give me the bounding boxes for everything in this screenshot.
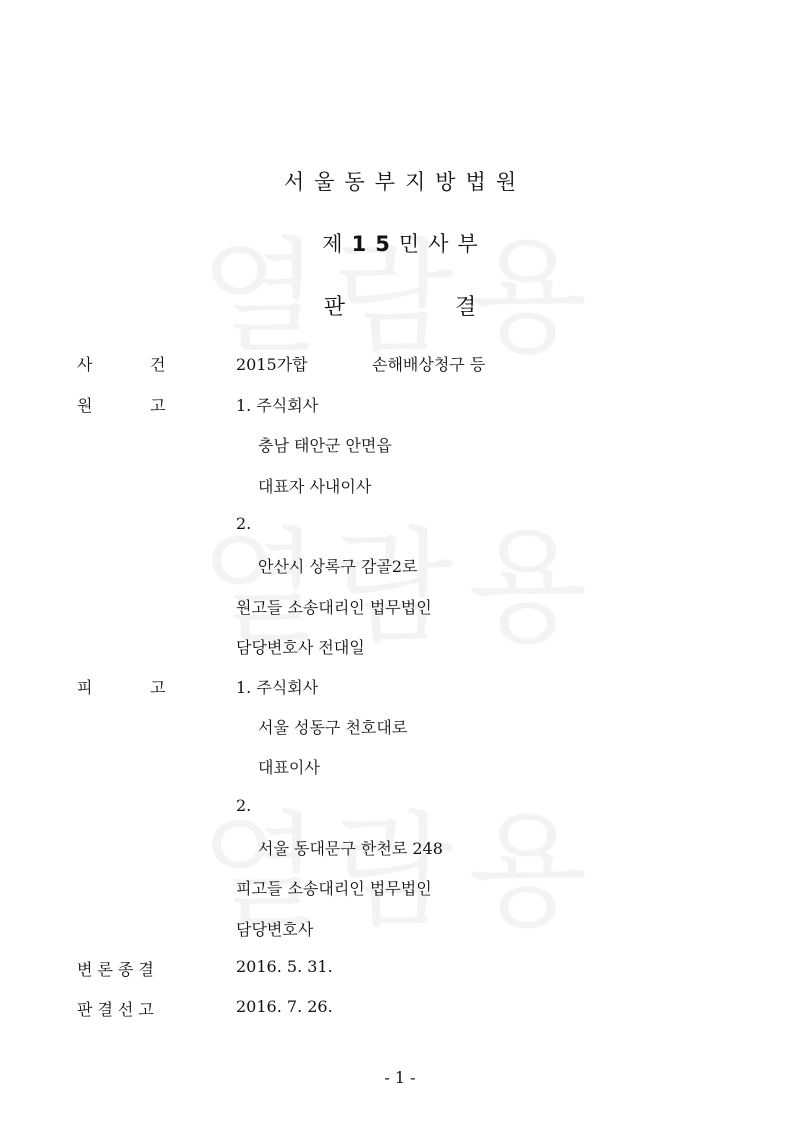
court-name: 서울동부지방법원 [283,170,527,194]
plaintiff-line: 원고들 소송대리인 법무법인 [236,598,432,617]
defendant-line: 대표이사 [258,758,320,777]
closing-date: 2016. 5. 31. [236,957,333,976]
plaintiff-row [0,514,800,544]
division-name [0,228,800,258]
plaintiff-row [0,474,800,504]
closing-label: 변론종결 [77,960,159,979]
defendant-row [0,675,800,705]
plaintiff-row [0,393,800,423]
plaintiff-line: 1. 주식회사 [236,396,319,415]
plaintiff-row [0,433,800,463]
plaintiff-row [0,554,800,584]
defendant-line: 2. [236,796,252,815]
case-number: 2015가합 [236,355,308,374]
plaintiff-line: 충남 태안군 안면읍 [258,436,392,455]
plaintiff-label-right: 고 [150,396,166,415]
defendant-line: 피고들 소송대리인 법무법인 [236,879,432,898]
plaintiff-label-left: 원 [77,396,93,415]
title-char-right: 결 [455,295,477,320]
defendant-row [0,715,800,745]
defendant-label-left: 피 [77,678,93,697]
defendant-line: 1. 주식회사 [236,678,319,697]
case-row [0,352,800,382]
defendant-row [0,836,800,866]
judgment-date: 2016. 7. 26. [236,997,333,1016]
plaintiff-line: 담당변호사 전대일 [236,638,365,657]
document-title [0,290,800,321]
plaintiff-line: 대표자 사내이사 [258,477,372,496]
defendant-line: 서울 동대문구 한천로 248 [258,839,443,858]
division-prefix: 제 [322,232,352,256]
defendant-row [0,917,800,947]
plaintiff-row [0,635,800,665]
defendant-label-right: 고 [150,678,166,697]
page-number: - 1 - [384,1068,416,1087]
judgment-row [0,997,800,1027]
watermark [200,198,601,376]
case-label-left: 사 [77,355,93,374]
closing-row [0,957,800,987]
plaintiff-line: 안산시 상록구 감골2로 [258,557,418,576]
plaintiff-line: 2. [236,514,252,533]
plaintiff-row [0,595,800,625]
division-number: 15 [351,232,399,256]
defendant-row [0,876,800,906]
case-label-right: 건 [150,355,166,374]
defendant-line: 담당변호사 [236,920,314,939]
title-char-left: 판 [323,295,345,320]
judgment-label: 판결선고 [77,1000,159,1019]
division-suffix: 민사부 [398,232,487,256]
case-name: 손해배상청구 등 [372,355,486,374]
defendant-row [0,755,800,785]
defendant-line: 서울 성동구 천호대로 [258,718,408,737]
defendant-row [0,796,800,826]
